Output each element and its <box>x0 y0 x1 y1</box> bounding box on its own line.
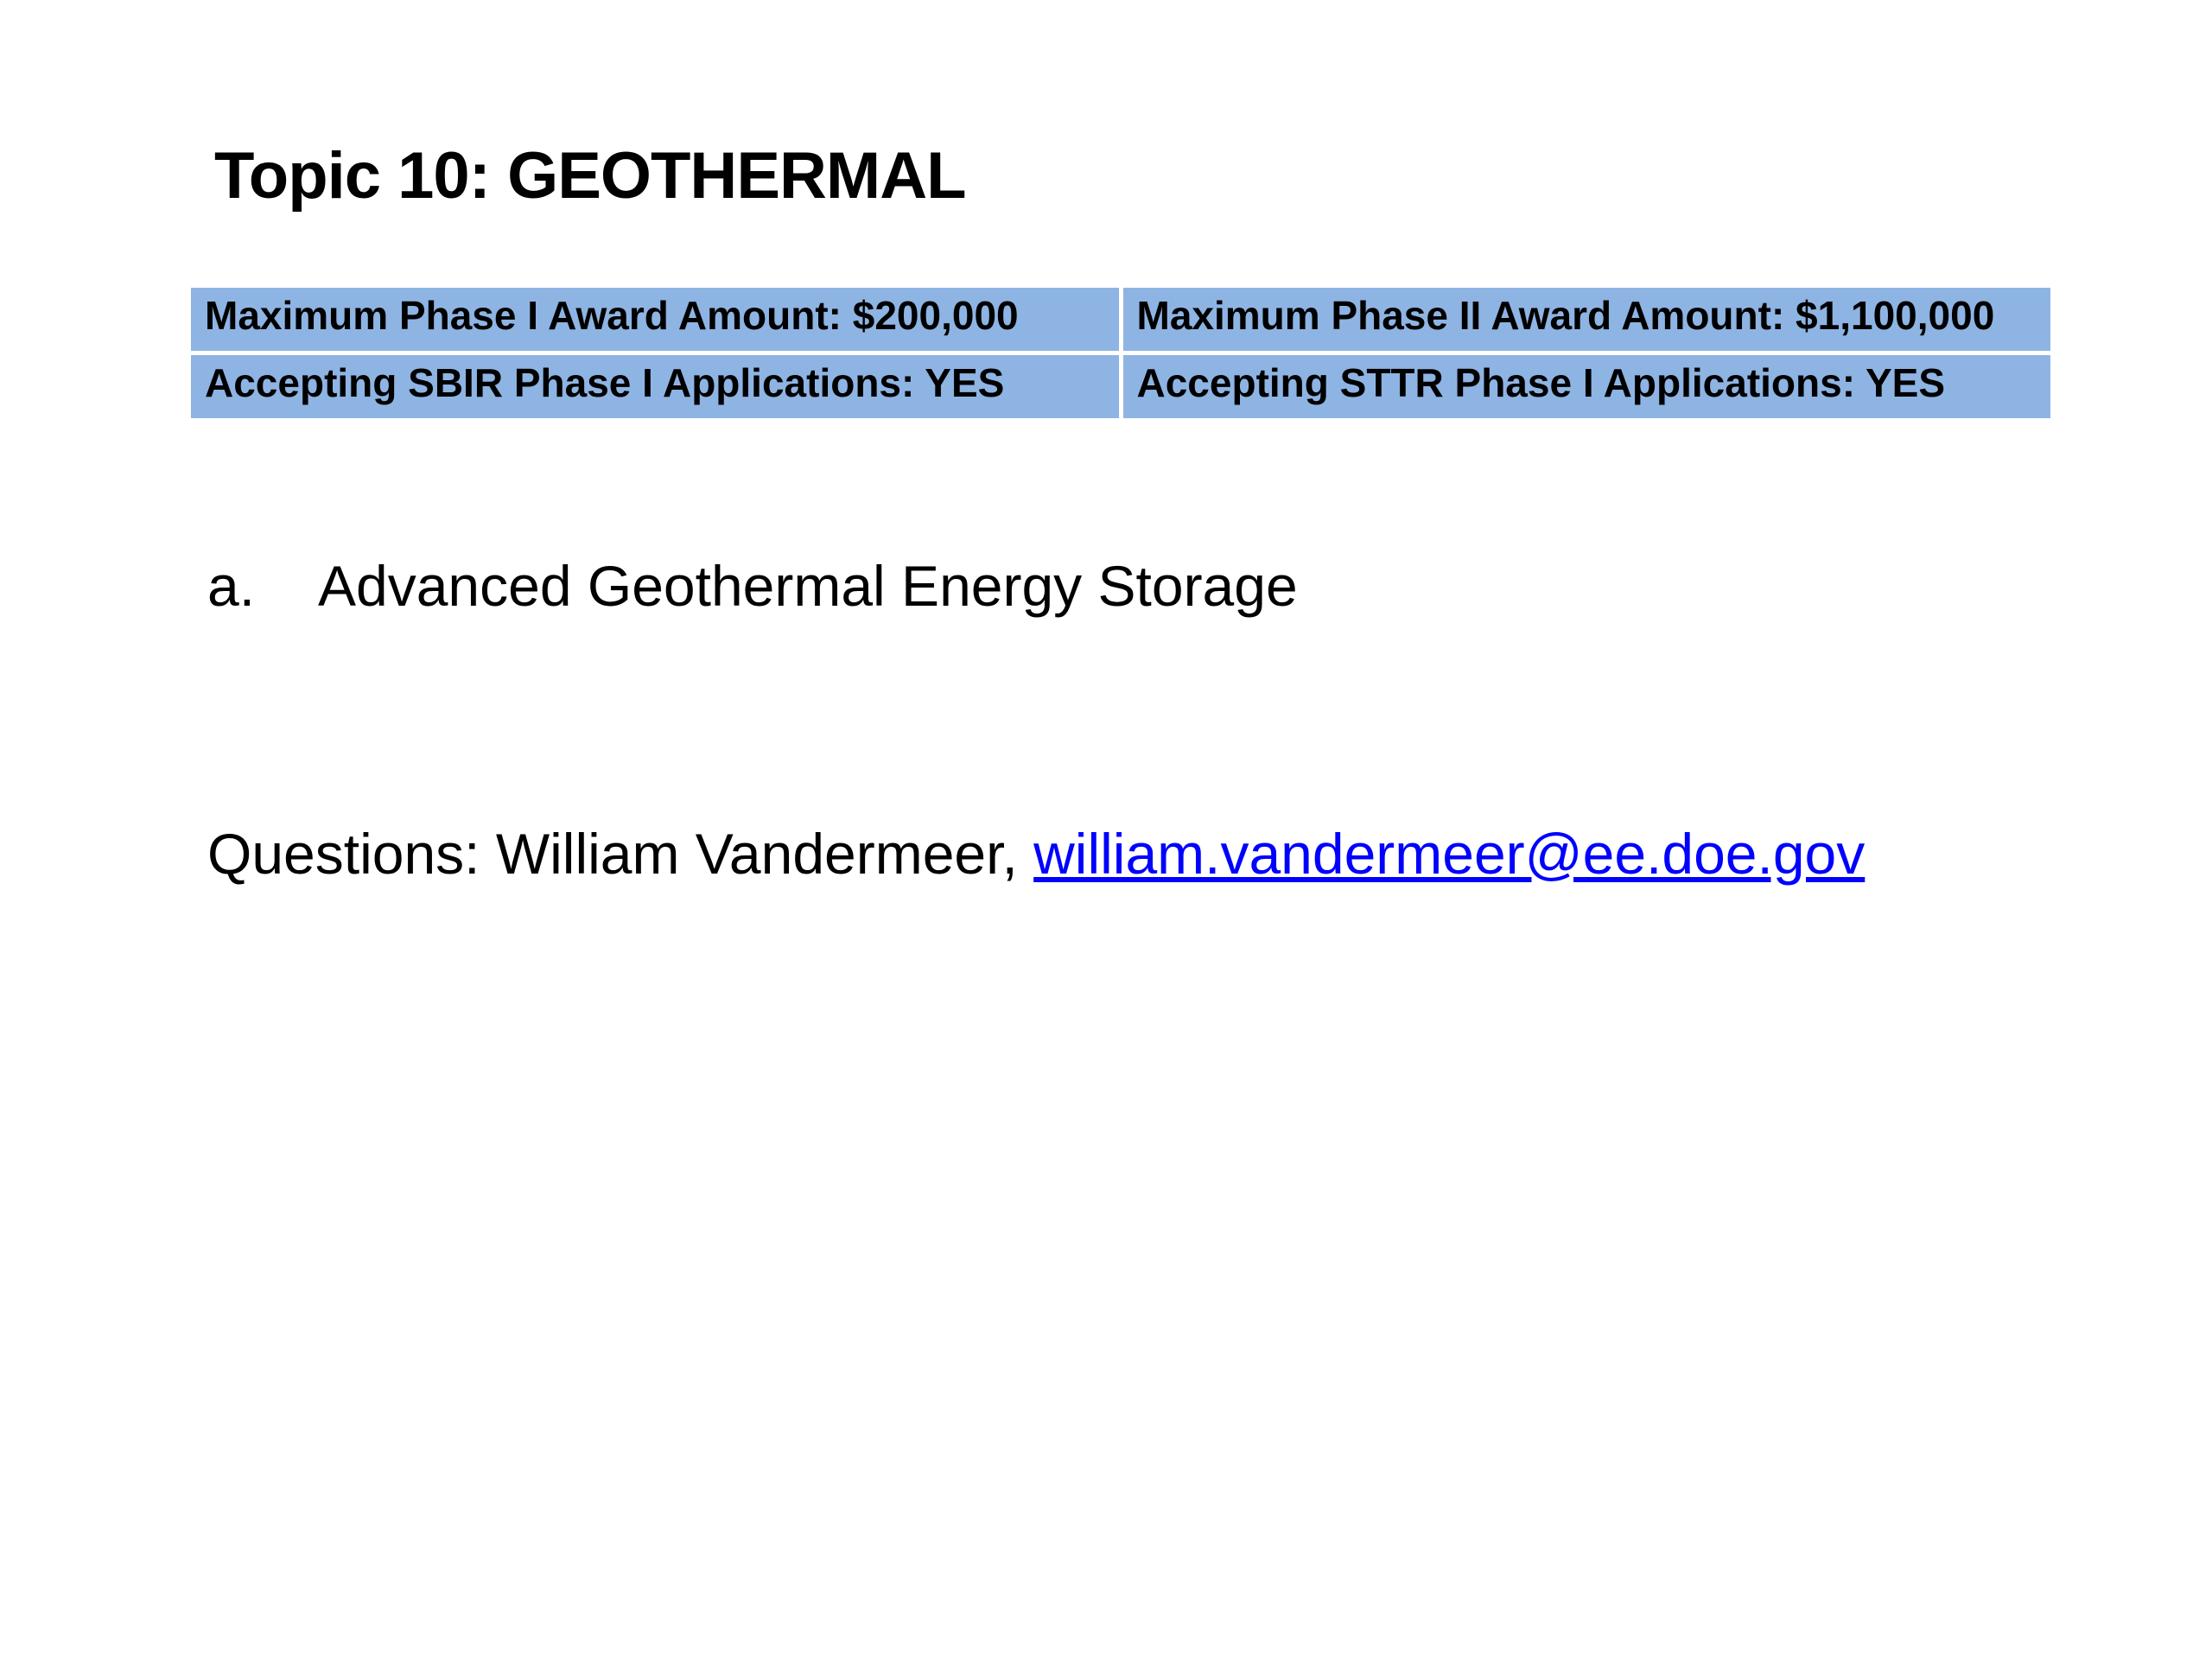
table-row <box>189 353 2053 421</box>
phase-2-award-cell: Maximum Phase II Award Amount: $1,100,000 <box>1121 286 2053 353</box>
sttr-accepting-cell: Accepting STTR Phase I Applications: YES <box>1121 353 2053 421</box>
phase-1-award-cell: Maximum Phase I Award Amount: $200,000 <box>189 286 1122 353</box>
questions-label: Questions: William Vandermeer, <box>207 822 1034 886</box>
subtopic-marker: a. <box>207 554 256 618</box>
subtopic-text: Advanced Geothermal Energy Storage <box>318 554 1298 618</box>
subtopic-item <box>207 553 1298 619</box>
award-info-table <box>187 283 2055 423</box>
page-title: Topic 10: GEOTHERMAL <box>214 139 966 213</box>
contact-email-link[interactable]: william.vandermeer@ee.doe.gov <box>1033 822 1866 886</box>
sbir-accepting-cell: Accepting SBIR Phase I Applications: YES <box>189 353 1122 421</box>
table-row <box>189 286 2053 353</box>
questions-contact <box>207 821 1865 887</box>
